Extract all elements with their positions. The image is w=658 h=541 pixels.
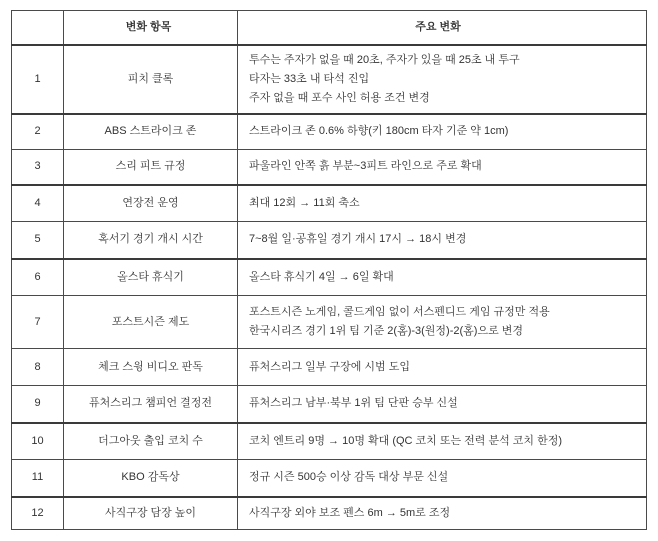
row-number-cell: 9 xyxy=(12,386,64,423)
change-line: 한국시리즈 경기 1위 팀 기준 2(홈)-3(원정)-2(홈)으로 변경 xyxy=(249,325,524,337)
change-line: 스트라이크 존 0.6% 하향(키 180cm 타자 기준 약 1cm) xyxy=(249,125,509,138)
row-number-cell: 12 xyxy=(12,497,64,530)
header-item-cell: 변화 항목 xyxy=(64,11,238,45)
main-change-cell xyxy=(238,259,647,296)
table-row xyxy=(12,460,647,497)
table-row xyxy=(12,497,647,530)
change-line: 주자 없을 때 포수 사인 허용 조건 변경 xyxy=(249,91,430,104)
table-row xyxy=(12,222,647,259)
row-number-cell: 3 xyxy=(12,150,64,185)
change-item-cell: KBO 감독상 xyxy=(64,460,238,497)
change-line: 투수는 주자가 없을 때 20초, 주자가 있을 때 25초 내 투구 xyxy=(249,53,520,66)
main-change-cell xyxy=(238,423,647,460)
table-row xyxy=(12,349,647,386)
change-line: 포스트시즌 노게임, 콜드게임 없이 서스펜디드 게임 규정만 적용 xyxy=(249,306,550,318)
main-change-cell xyxy=(238,222,647,259)
change-item-cell: 체크 스윙 비디오 판독 xyxy=(64,349,238,386)
table-row xyxy=(12,296,647,349)
row-number-cell: 1 xyxy=(12,45,64,114)
row-number-cell: 5 xyxy=(12,222,64,259)
row-number-cell: 6 xyxy=(12,259,64,296)
main-change-cell xyxy=(238,45,647,114)
main-change-cell xyxy=(238,185,647,222)
main-change-cell xyxy=(238,460,647,497)
change-item-cell: 사직구장 담장 높이 xyxy=(64,497,238,530)
row-number-cell: 11 xyxy=(12,460,64,497)
row-number-cell: 7 xyxy=(12,296,64,349)
change-item-cell: 스리 피트 규정 xyxy=(64,150,238,185)
main-change-cell xyxy=(238,497,647,530)
main-change-cell xyxy=(238,349,647,386)
change-item-cell: 피치 클록 xyxy=(64,45,238,114)
table-row xyxy=(12,150,647,185)
main-change-cell xyxy=(238,296,647,349)
change-line: 퓨처스리그 남부·북부 1위 팀 단판 승부 신설 xyxy=(249,397,458,410)
row-number-cell: 4 xyxy=(12,185,64,222)
table-row xyxy=(12,114,647,150)
row-number-cell: 8 xyxy=(12,349,64,386)
change-item-cell: 더그아웃 출입 코치 수 xyxy=(64,423,238,460)
row-number-cell: 2 xyxy=(12,114,64,150)
change-line: 사직구장 외야 보조 펜스 6m → 5m로 조정 xyxy=(249,506,451,519)
rule-change-table-container xyxy=(11,10,647,530)
table-header-row xyxy=(12,11,647,45)
table-row xyxy=(12,386,647,423)
change-line: 퓨처스리그 일부 구장에 시범 도입 xyxy=(249,360,410,373)
change-item-cell: 퓨처스리그 챔피언 결정전 xyxy=(64,386,238,423)
change-item-cell: 올스타 휴식기 xyxy=(64,259,238,296)
header-number-cell xyxy=(12,11,64,45)
change-item-cell: ABS 스트라이크 존 xyxy=(64,114,238,150)
change-line: 정규 시즌 500승 이상 감독 대상 부문 신설 xyxy=(249,471,449,484)
main-change-cell xyxy=(238,386,647,423)
change-item-cell: 혹서기 경기 개시 시간 xyxy=(64,222,238,259)
change-item-cell: 포스트시즌 제도 xyxy=(64,296,238,349)
change-line: 코치 엔트리 9명 → 10명 확대 (QC 코치 또는 전력 분석 코치 한정) xyxy=(249,434,562,447)
change-line: 7~8월 일·공휴일 경기 개시 17시 → 18시 변경 xyxy=(249,233,467,246)
table-row xyxy=(12,45,647,114)
change-line: 파울라인 안쪽 흙 부분~3피트 라인으로 주로 확대 xyxy=(249,160,482,173)
change-line: 최대 12회 → 11회 축소 xyxy=(249,196,360,209)
table-row xyxy=(12,259,647,296)
row-number-cell: 10 xyxy=(12,423,64,460)
change-item-cell: 연장전 운영 xyxy=(64,185,238,222)
main-change-cell xyxy=(238,114,647,150)
main-change-cell xyxy=(238,150,647,185)
table-row xyxy=(12,423,647,460)
change-line: 타자는 33초 내 타석 진입 xyxy=(249,72,370,85)
table-row xyxy=(12,185,647,222)
rule-change-table xyxy=(11,10,647,530)
header-change-cell: 주요 변화 xyxy=(238,11,647,45)
change-line: 올스타 휴식기 4일 → 6일 확대 xyxy=(249,270,394,283)
